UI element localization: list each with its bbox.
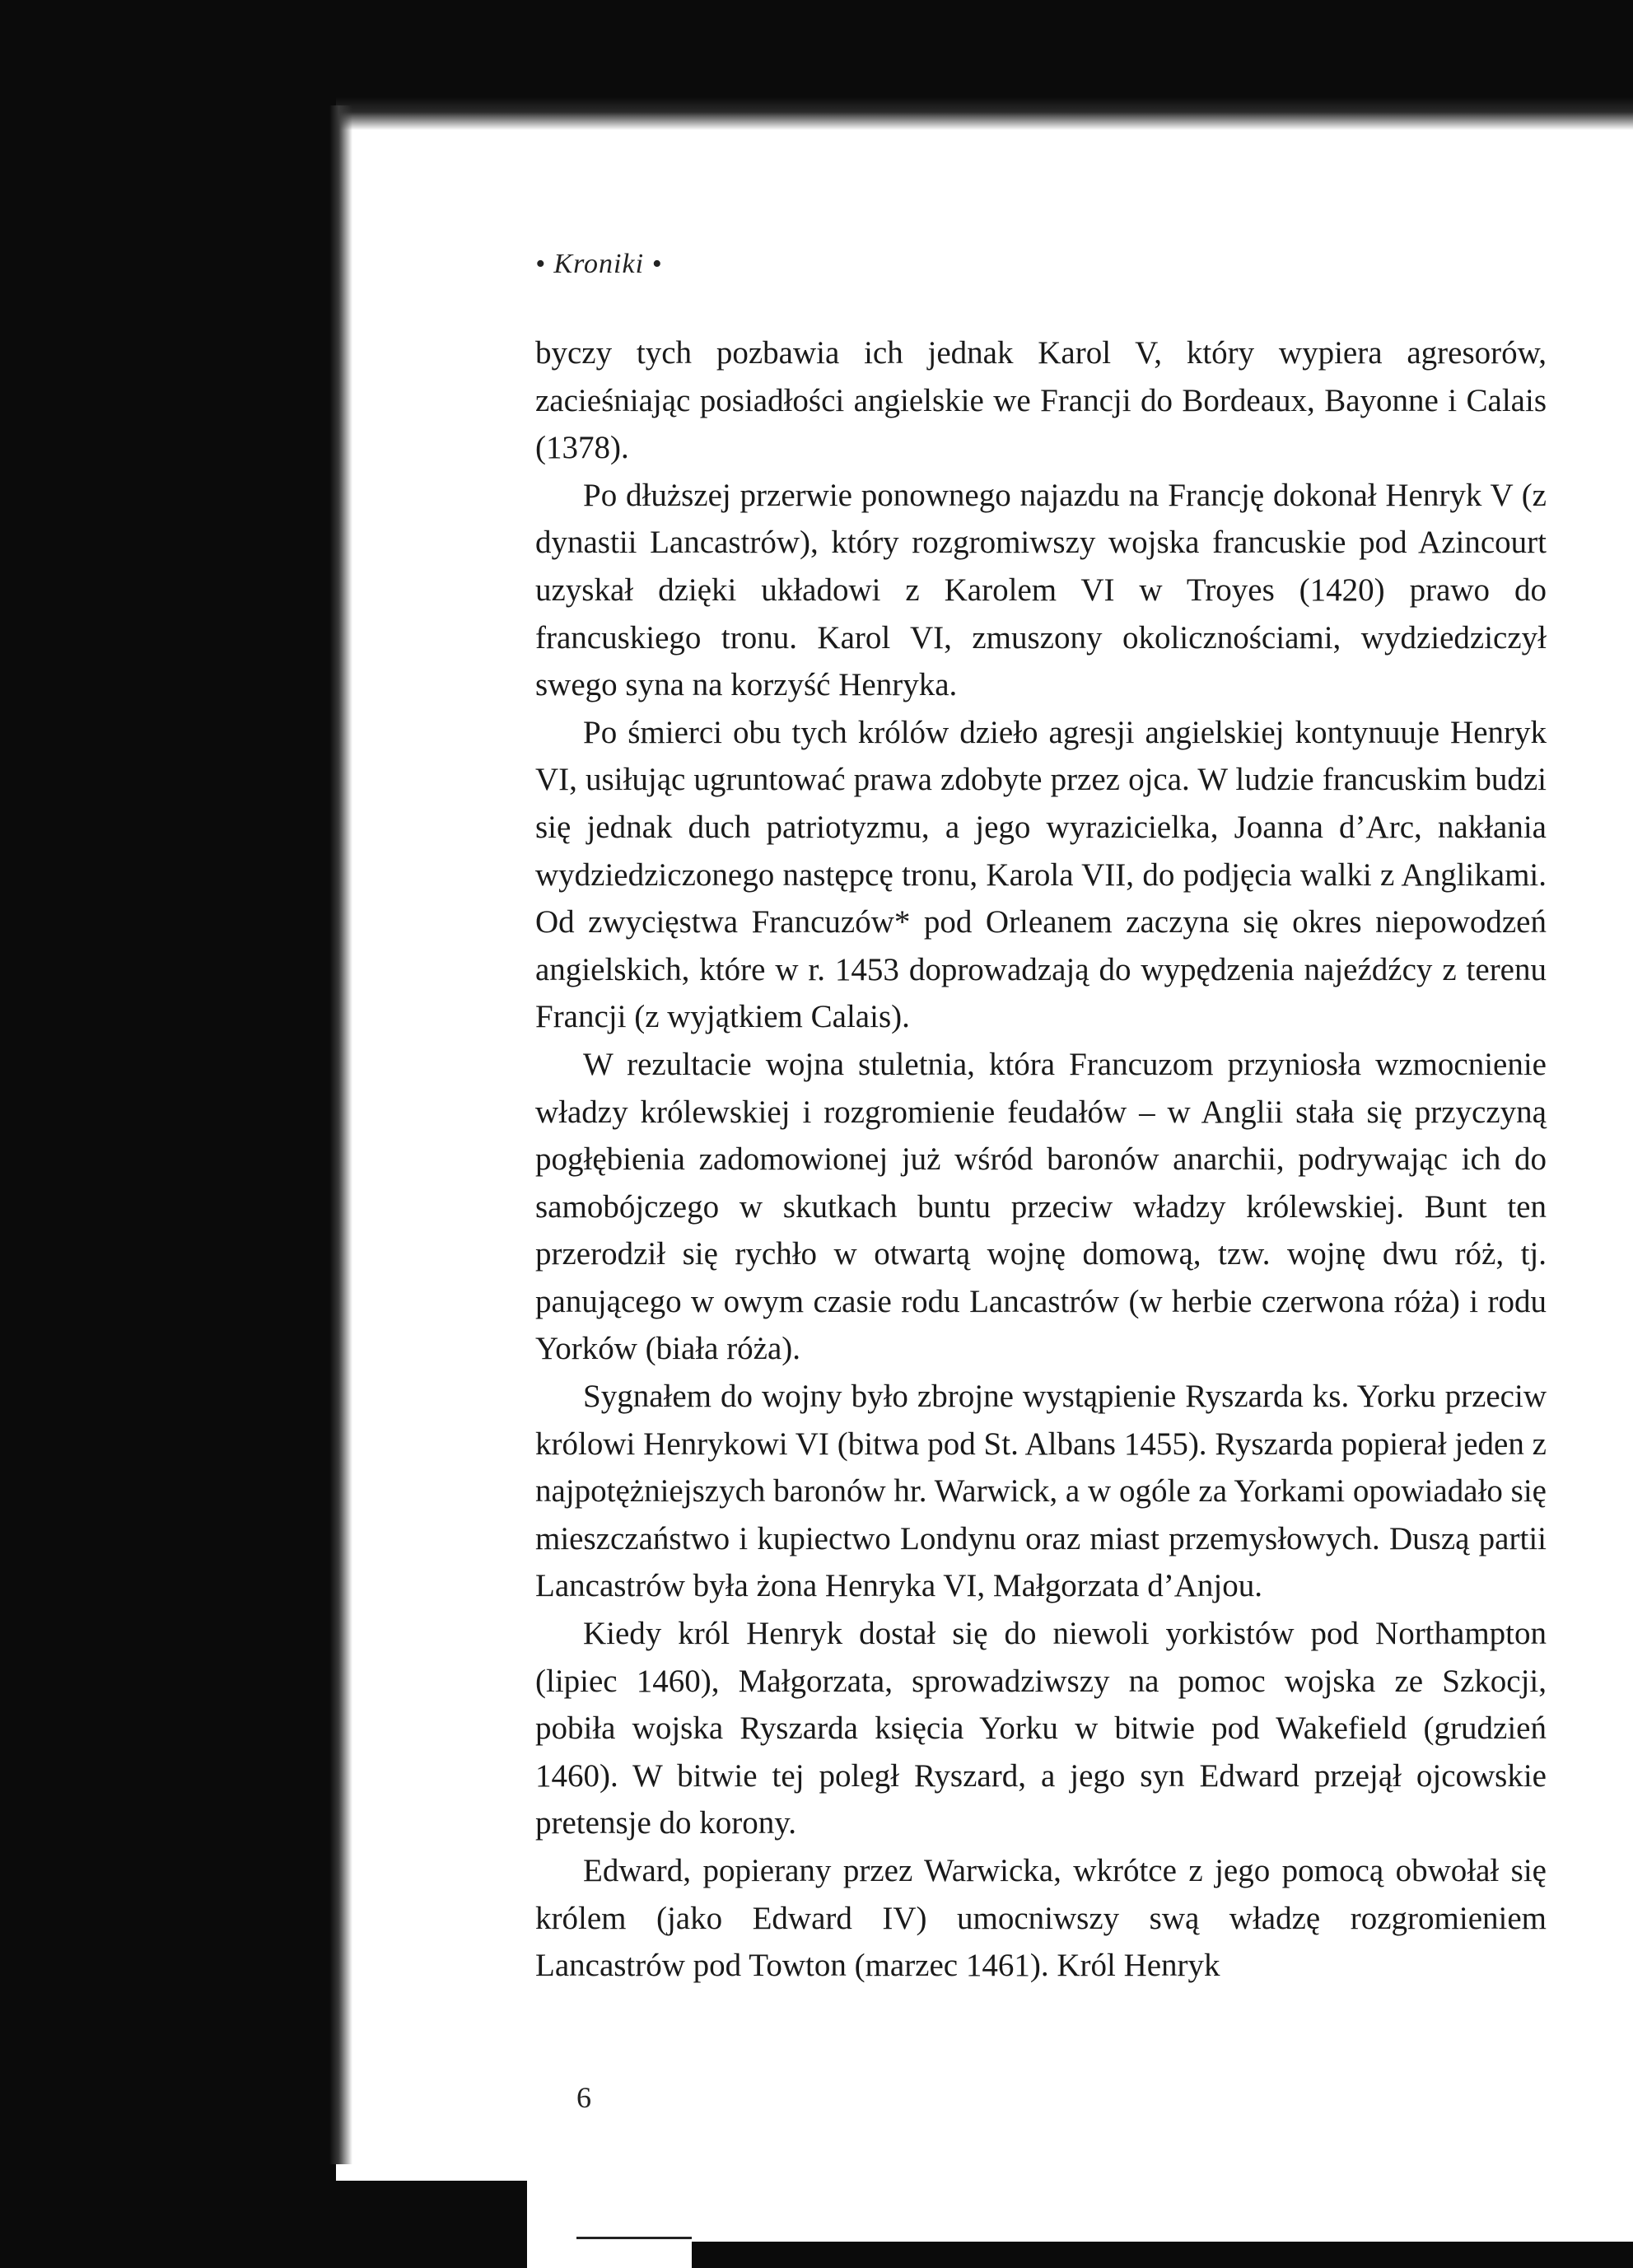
paragraph: Sygnałem do wojny było zbrojne wystąpienie Ryszarda ks. Yorku przeciw królowi Henrykowi VI (bitwa pod St. Albans 1455). Ryszarda popierał jeden z najpotężniejszych baronów hr. Warwick, a w ogóle za Yorkami opowiadało się mieszczaństwo i kupiectwo Londynu oraz miast przemysłowych. Duszą partii Lancastrów była żona Henryka VI, Małgorzata d’Anjou. [535, 1379, 1547, 1604]
paragraph: W rezultacie wojna stuletnia, która Francuzom przyniosła wzmocnienie władzy królewskiej i rozgromienie feudałów – w Anglii stała się przyczyną pogłębienia zadomowionej już wśród baronów anarchii, podrywając ich do samobójczego w skutkach buntu przeciw władzy królewskiej. Bunt ten przerodził się rychło w otwartą wojnę domową, tzw. wojnę dwu róż, tj. panującego w owym czasie rodu Lancastrów (w herbie czerwona róża) i rodu Yorków (biała róża). [535, 1046, 1547, 1367]
paragraph: Edward, popierany przez Warwicka, wkrótce z jego pomocą obwołał się królem (jako Edward IV) umocniwszy swą władzę rozgromieniem Lancastrów pod Towton (marzec 1461). Król Henryk [535, 1853, 1547, 1984]
scan-artifact-line [576, 2237, 692, 2239]
running-head: • Kroniki • [535, 249, 663, 279]
scan-border-bottom [692, 2242, 1633, 2268]
body-text [535, 329, 1547, 1990]
paragraph: Kiedy król Henryk dostał się do niewoli yorkistów pod Northampton (lipiec 1460), Małgorzata, sprowadziwszy na pomoc wojska ze Szkocji, pobiła wojska Ryszarda księcia Yorku w bitwie pod Wakefield (grudzień 1460). W bitwie tej poległ Ryszard, a jego syn Edward przejął ojcowskie pretensje do korony. [535, 1616, 1547, 1841]
paragraph: Po śmierci obu tych królów dzieło agresji angielskiej kontynuuje Henryk VI, usiłując ugruntować prawa zdobyte przez ojca. W ludzie francuskim budzi się jednak duch patriotyzmu, a jego wyrazicielka, Joanna d’Arc, nakłania wydziedziczonego następcę tronu, Karola VII, do podjęcia walki z Anglikami. Od zwycięstwa Francuzów* pod Orleanem zaczyna się okres niepowodzeń angielskich, które w r. 1453 doprowadzają do wypędzenia najeźdźcy z terenu Francji (z wyjątkiem Calais). [535, 714, 1547, 1035]
paragraph: byczy tych pozbawia ich jednak Karol V, który wypiera agresorów, zacieśniając posiadłości angielskie we Francji do Bordeaux, Bayonne i Calais (1378). [535, 335, 1547, 466]
paragraph: Po dłuższej przerwie ponownego najazdu na Francję dokonał Henryk V (z dynastii Lancastrów), który rozgromiwszy wojska francuskie pod Azincourt uzyskał dzięki układowi z Karolem VI w Troyes (1420) prawo do francuskiego tronu. Karol VI, zmuszony okolicznościami, wydziedziczył swego syna na korzyść Henryka. [535, 477, 1547, 703]
scan-border-bottom-left [0, 2181, 527, 2268]
scan-border-left [0, 0, 336, 2268]
scan-border-top-edge [313, 97, 1633, 130]
page-number: 6 [576, 2081, 591, 2114]
scan-border-left-edge [329, 105, 352, 2164]
